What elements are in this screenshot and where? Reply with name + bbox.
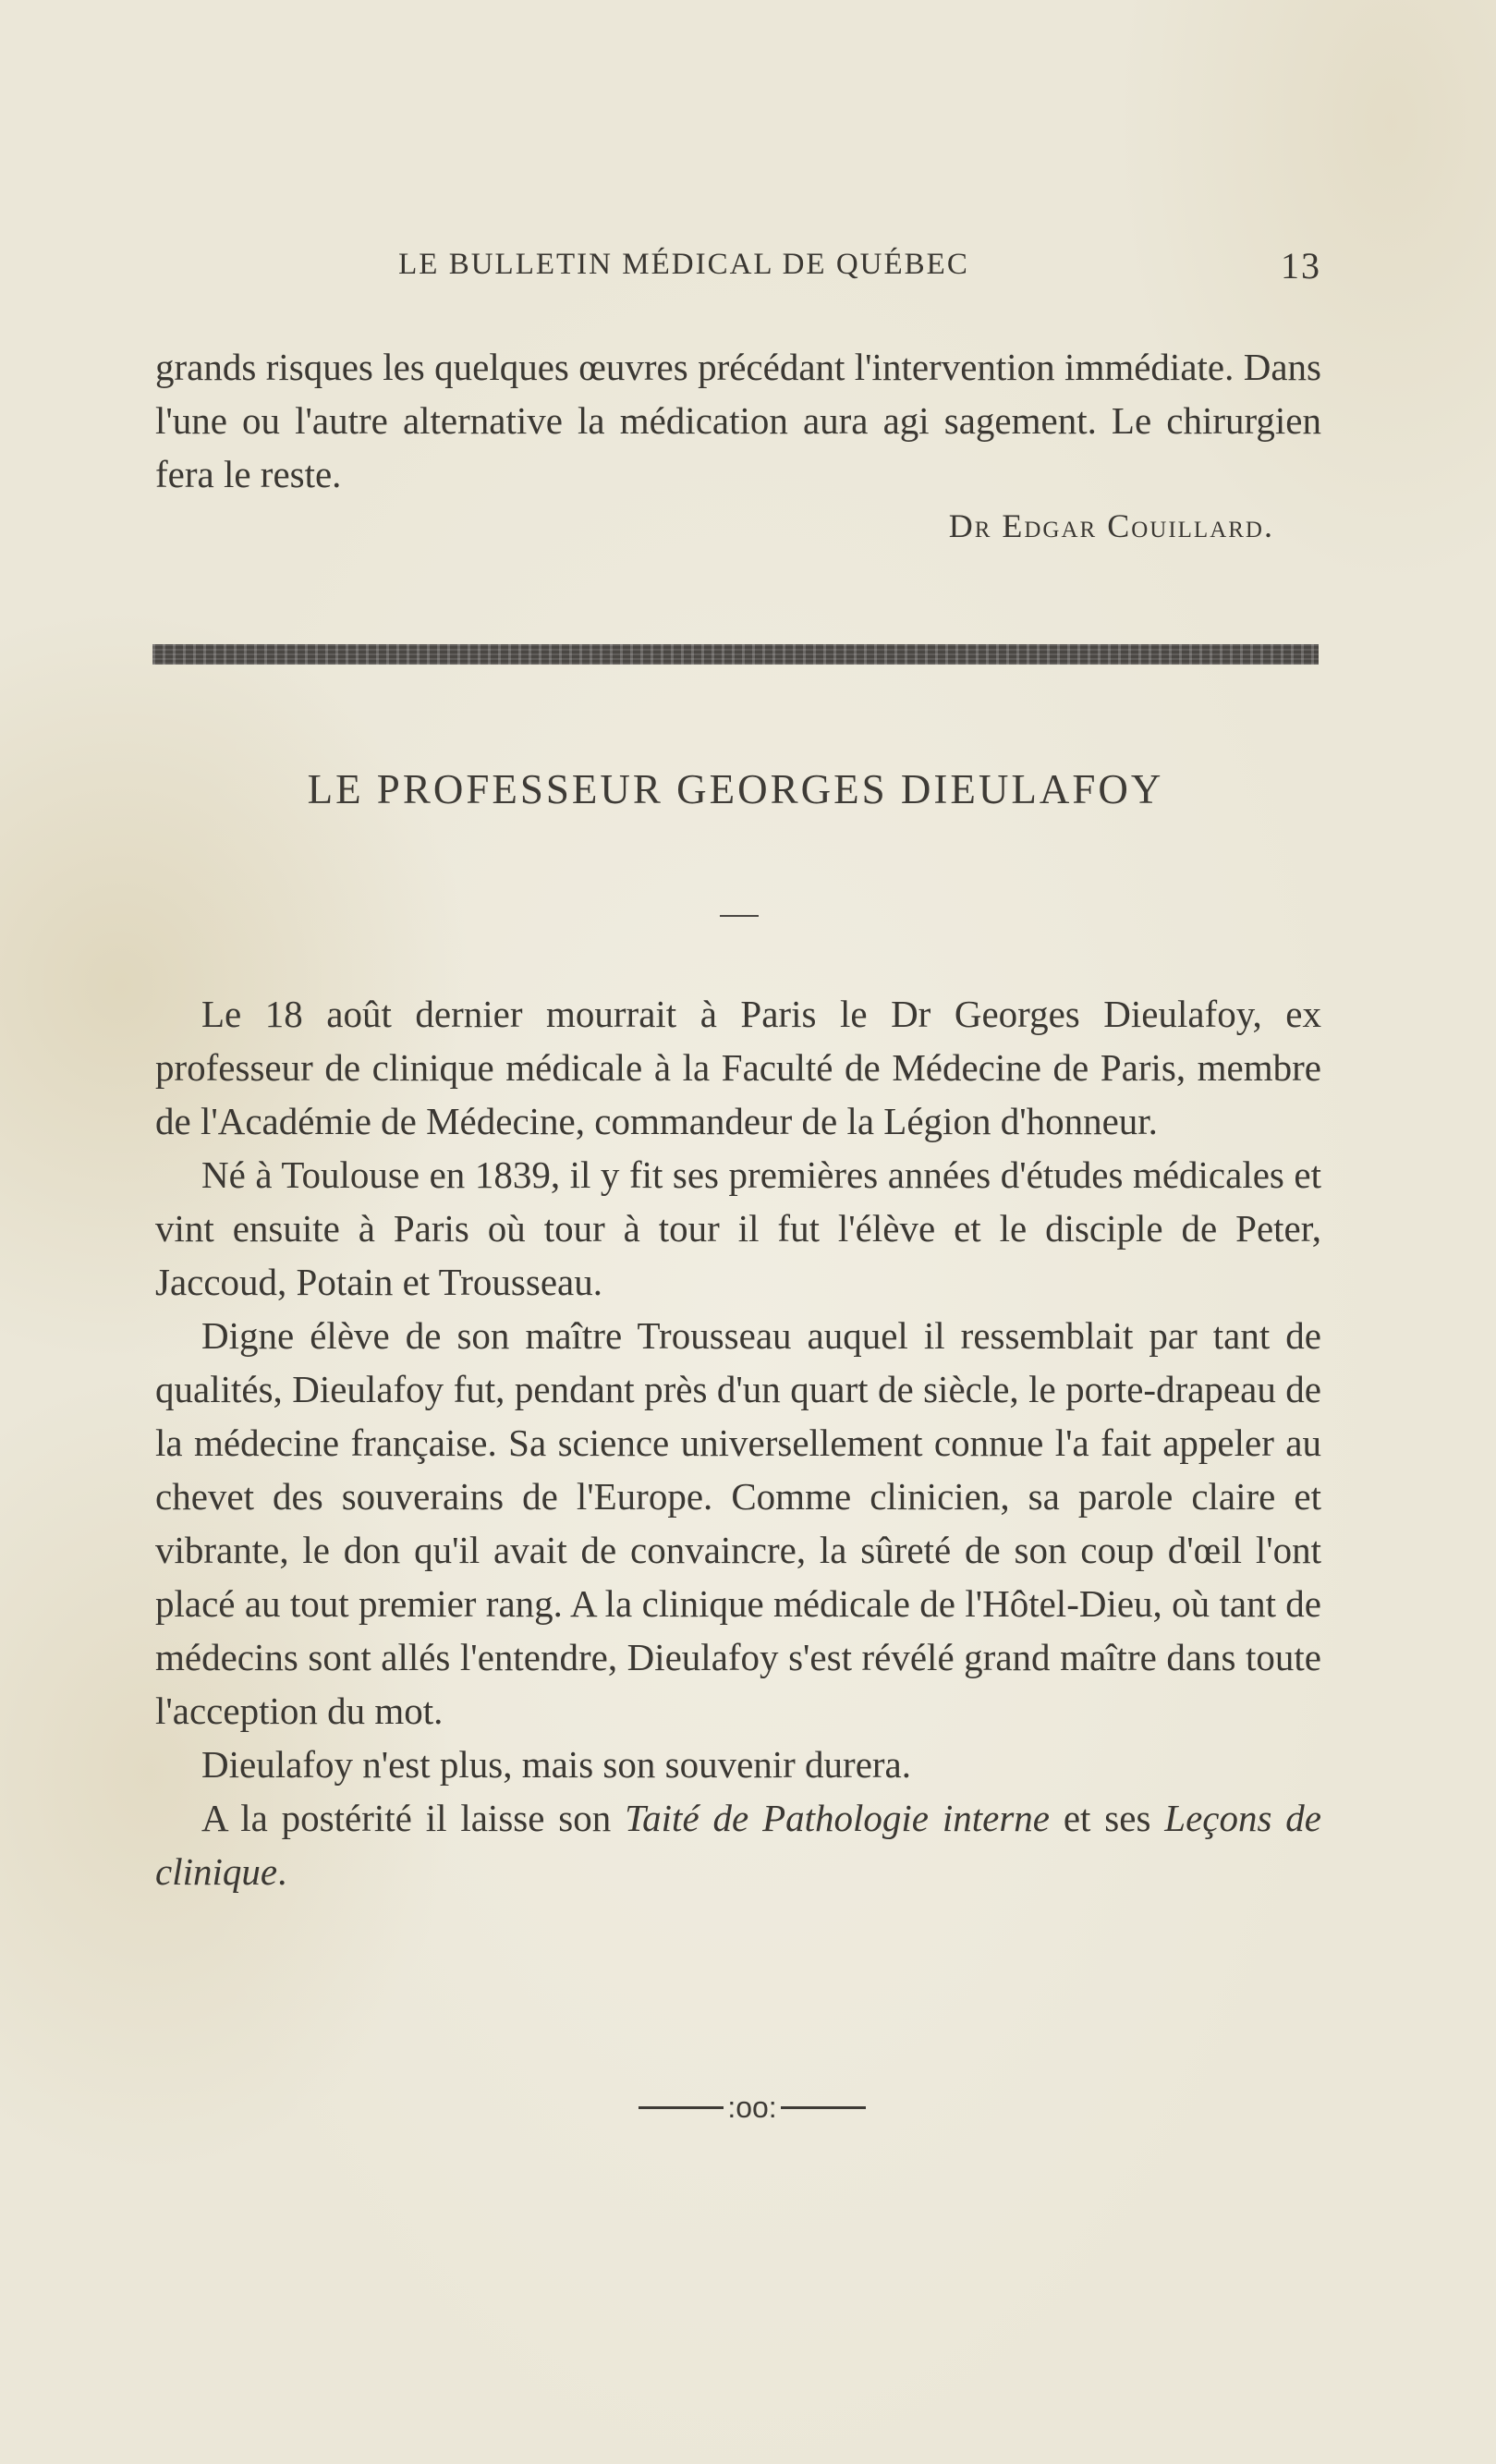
author-signature: Dr Edgar Couillard.: [948, 507, 1274, 544]
previous-article-ending: [155, 340, 1321, 501]
article-paragraph: Le 18 août dernier mourrait à Paris le Dr Georges Dieulafoy, ex professeur de clinique médicale à la Faculté de Médecine de Paris, membre de l'Académie de Médecine, commandeur de la Légion d'honneur.: [155, 993, 1321, 1142]
last-paragraph-middle: et ses: [1049, 1797, 1165, 1839]
page-number: 13: [1281, 245, 1321, 287]
article-paragraph: Dieulafoy n'est plus, mais son souvenir durera.: [201, 1743, 912, 1786]
article-title: LE PROFESSEUR GEORGES DIEULAFOY: [307, 766, 1164, 812]
ornament-line-right: [781, 2106, 866, 2109]
last-paragraph-end: .: [277, 1850, 287, 1893]
previous-article-paragraph: grands risques les quelques œuvres précédant l'intervention immédiate. Dans l'une ou l'autre alternative la médication aura agi sagement. Le chirurgien fera le reste.: [155, 346, 1321, 495]
article-paragraph: Né à Toulouse en 1839, il y fit ses premières années d'études médicales et vint ensuite à Paris où tour à tour il fut l'élève et le disciple de Peter, Jaccoud, Potain et Trousseau.: [155, 1153, 1321, 1303]
ornament-center: :oo:: [727, 2091, 777, 2124]
running-head: [152, 245, 1321, 287]
title-dash: [720, 915, 759, 917]
article-body: [155, 987, 1321, 1898]
ornamental-divider: [152, 644, 1319, 665]
work-title-lecons: Leçons de clinique: [155, 1797, 1321, 1893]
last-paragraph-lead: A la postérité il laisse son: [201, 1797, 626, 1839]
running-title: LE BULLETIN MÉDICAL DE QUÉBEC: [398, 248, 969, 281]
article-paragraph: Digne élève de son maître Trousseau auquel il ressemblait par tant de qualités, Dieulafoy fut, pendant près d'un quart de siècle, le porte-drapeau de la médecine française. Sa science universellement connue l'a fait appeler au chevet des souverains de l'Europe. Comme clinicien, sa parole claire et vibrante, le don qu'il avait de convaincre, la sûreté de son coup d'œil l'ont placé au tout premier rang. A la clinique médicale de l'Hôtel-Dieu, où tant de médecins sont allés l'entendre, Dieulafoy s'est révélé grand maître dans toute l'acception du mot.: [155, 1314, 1321, 1732]
end-ornament: [628, 2091, 876, 2125]
work-title-traite: Taité de Pathologie interne: [625, 1797, 1050, 1839]
ornament-line-left: [639, 2106, 724, 2109]
article-paragraph-last: [155, 1791, 1321, 1898]
